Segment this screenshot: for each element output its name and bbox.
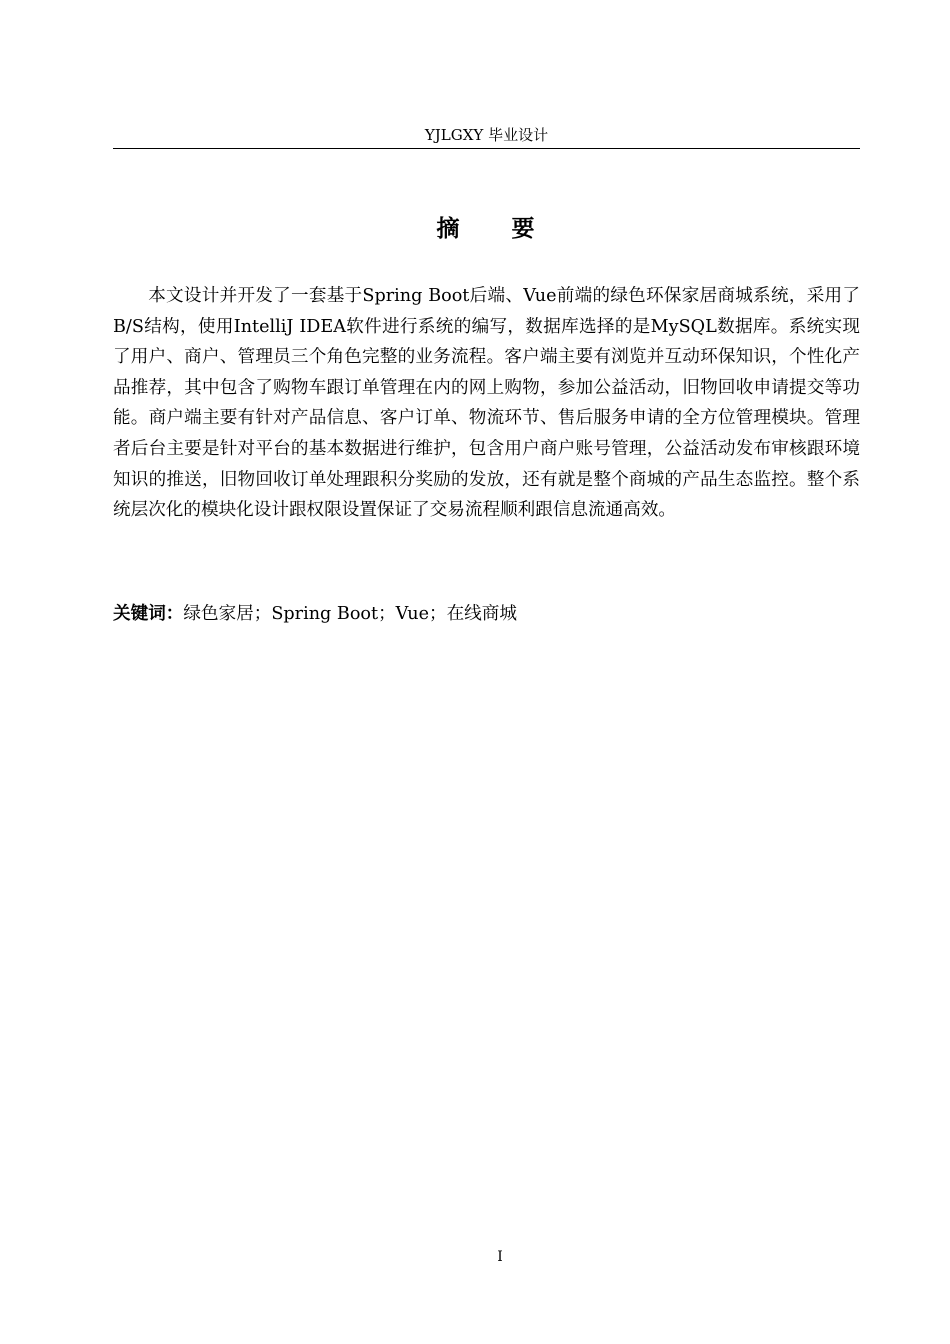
header-title: YJLGXY 毕业设计 bbox=[424, 126, 549, 144]
keywords-label: 关键词： bbox=[113, 603, 184, 624]
keywords-line bbox=[113, 600, 860, 628]
keywords-text: 绿色家居；Spring Boot；Vue；在线商城 bbox=[183, 604, 517, 624]
abstract-title: 摘 要 bbox=[436, 215, 537, 242]
page-header bbox=[113, 124, 860, 149]
abstract-body: 本文设计并开发了一套基于Spring Boot后端、Vue前端的绿色环保家居商城系统，采用了B/S结构，使用IntelliJ IDEA软件进行系统的编写，数据库选择的是MySQL数据库。系统实现了用户、商户、管理员三个角色完整的业务流程。客户端主要有浏览并互动环保知识，个性化产品推荐，其中包含了购物车跟订单管理在内的网上购物，参加公益活动，旧物回收申请提交等功能。商户端主要有针对产品信息、客户订单、物流环节、售后服务申请的全方位管理模块。管理者后台主要是针对平台的基本数据进行维护，包含用户商户账号管理，公益活动发布审核跟环境知识的推送，旧物回收订单处理跟积分奖励的发放，还有就是整个商城的产品生态监控。整个系统层次化的模块化设计跟权限设置保证了交易流程顺利跟信息流通高效。 bbox=[113, 286, 860, 521]
page-number: I bbox=[497, 1249, 503, 1265]
